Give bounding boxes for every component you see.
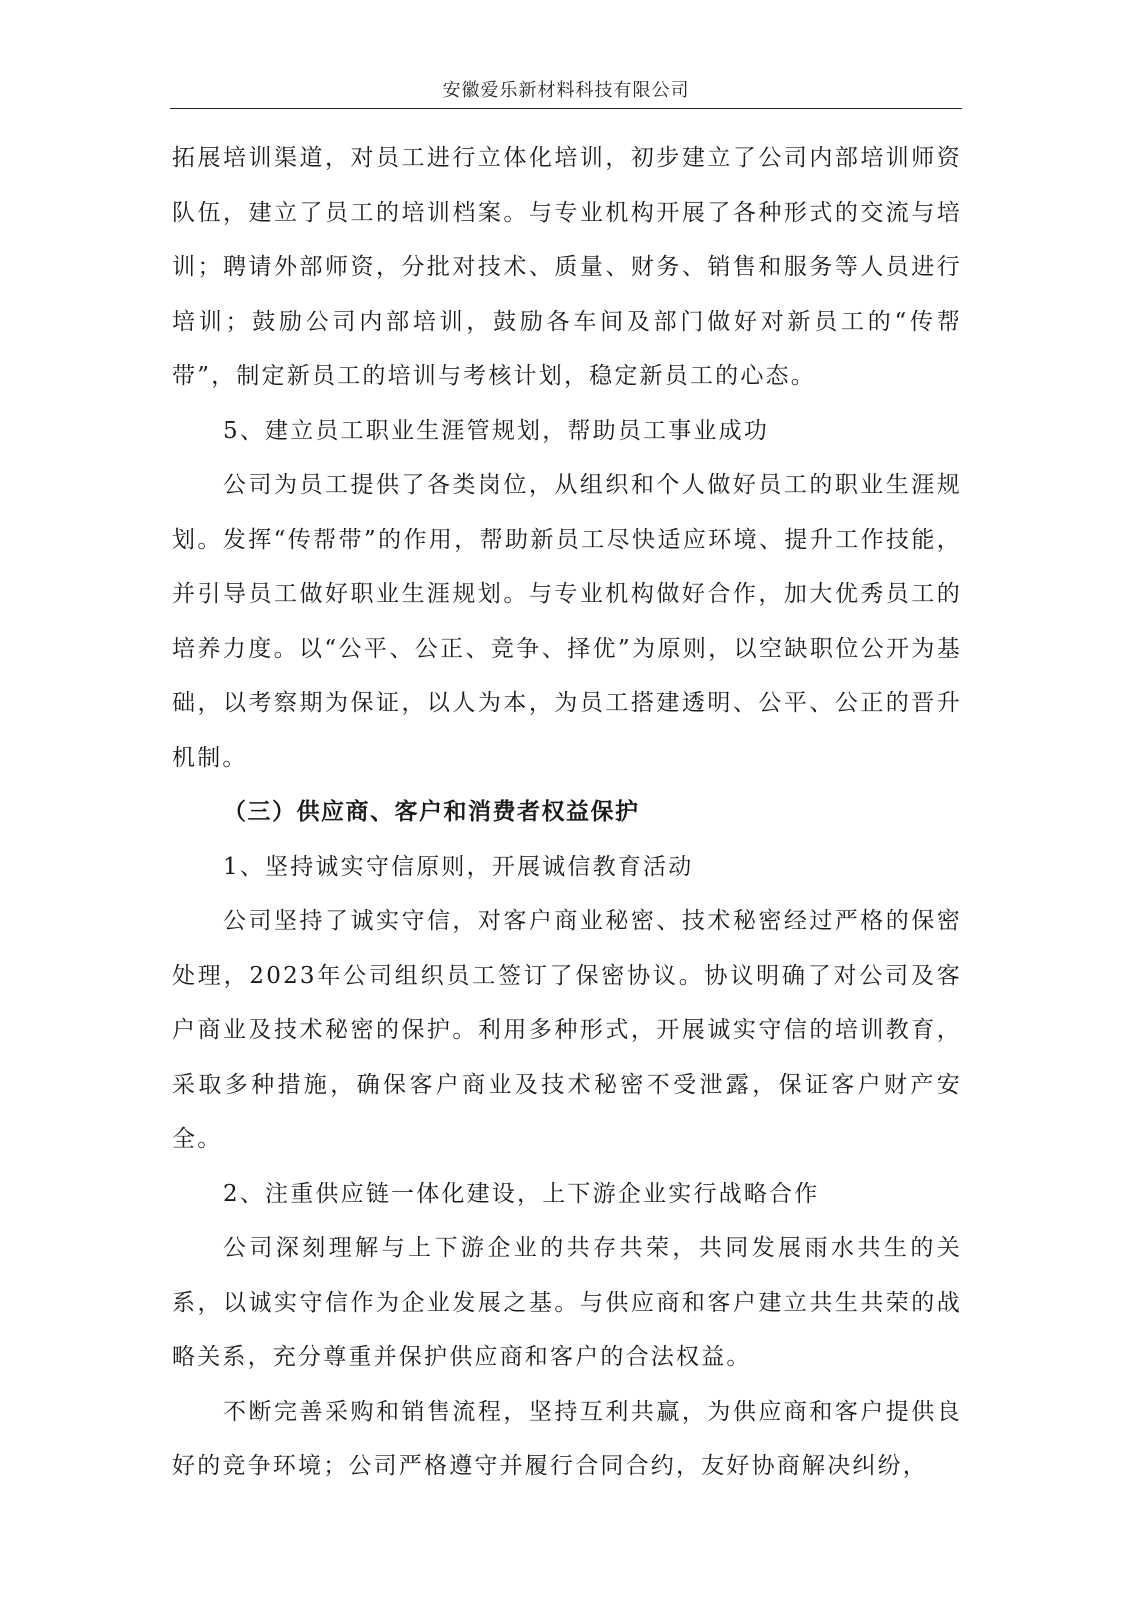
subheading-integrity: 1、坚持诚实守信原则，开展诚信教育活动	[223, 853, 694, 880]
subheading-supply-chain: 2、注重供应链一体化建设，上下游企业实行战略合作	[223, 1180, 820, 1207]
paragraph-training-continued: 拓展培训渠道，对员工进行立体化培训，初步建立了公司内部培训师资队伍，建立了员工的培训档案。与专业机构开展了各种形式的交流与培训；聘请外部师资，分批对技术、质量、财务、销售和服务等人员进行培训；鼓励公司内部培训，鼓励各车间及部门做好对新员工的“传帮带”，制定新员工的培训与考核计划，稳定新员工的心态。	[172, 145, 962, 389]
section-heading-stakeholder-rights: （三）供应商、客户和消费者权益保护	[223, 798, 640, 825]
paragraph-procurement-sales: 不断完善采购和销售流程，坚持互利共赢，为供应商和客户提供良好的竞争环境；公司严格遵守并履行合同合约，友好协商解决纠纷，	[172, 1398, 962, 1479]
document-body	[172, 131, 962, 1494]
paragraph-supply-chain: 公司深刻理解与上下游企业的共存共荣，共同发展雨水共生的关系，以诚实守信作为企业发展之基。与供应商和客户建立共生共荣的战略关系，充分尊重并保护供应商和客户的合法权益。	[172, 1235, 962, 1370]
page-header	[170, 78, 962, 109]
paragraph-integrity: 公司坚持了诚实守信，对客户商业秘密、技术秘密经过严格的保密处理，2023年公司组织员工签订了保密协议。协议明确了对公司及客户商业及技术秘密的保护。利用多种形式，开展诚实守信的培训教育，采取多种措施，确保客户商业及技术秘密不受泄露，保证客户财产安全。	[172, 908, 962, 1152]
subheading-career-planning: 5、建立员工职业生涯管规划，帮助员工事业成功	[223, 417, 770, 444]
company-name: 安徽爱乐新材料科技有限公司	[442, 80, 690, 101]
paragraph-career-planning: 公司为员工提供了各类岗位，从组织和个人做好员工的职业生涯规划。发挥“传帮带”的作用，帮助新员工尽快适应环境、提升工作技能，并引导员工做好职业生涯规划。与专业机构做好合作，加大优秀员工的培养力度。以“公平、公正、竞争、择优”为原则，以空缺职位公开为基础，以考察期为保证，以人为本，为员工搭建透明、公平、公正的晋升机制。	[172, 472, 962, 771]
